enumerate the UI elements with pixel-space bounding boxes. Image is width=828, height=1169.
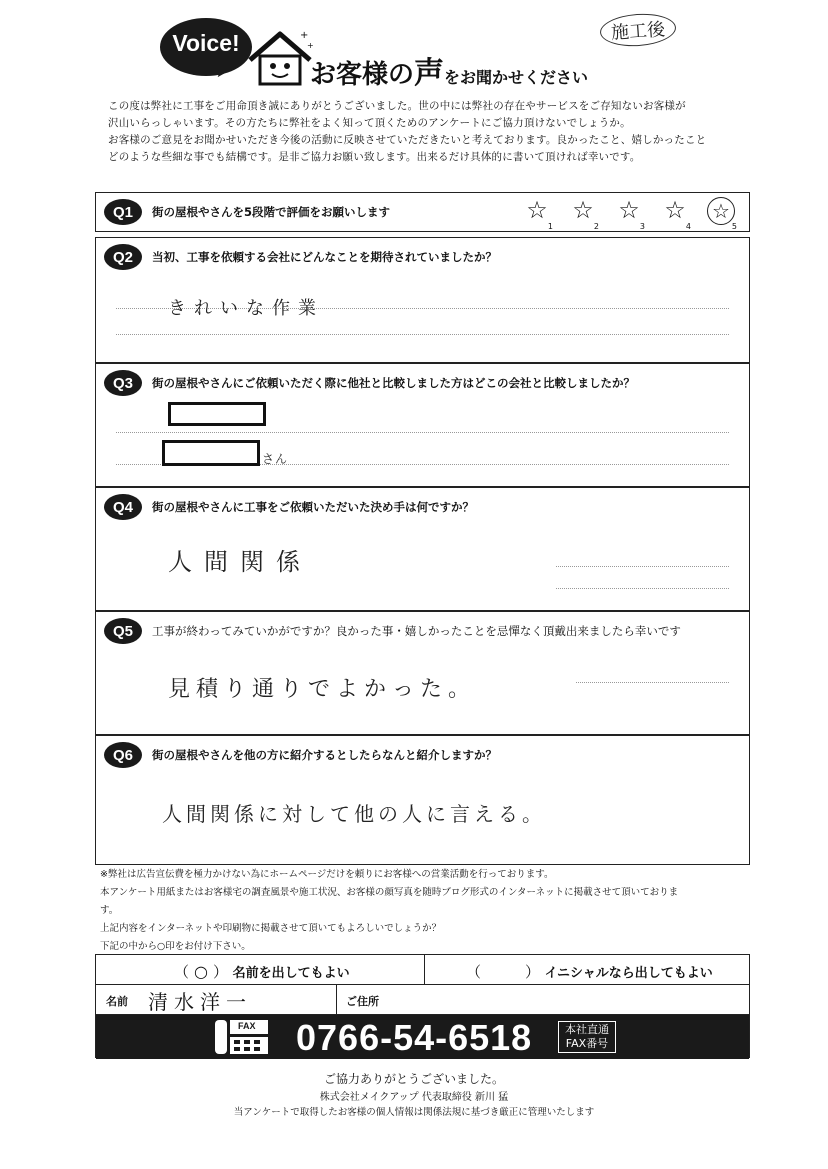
name-label: 名前 xyxy=(106,995,128,1008)
svg-text:+: + xyxy=(307,41,314,50)
star-icon: ☆ xyxy=(526,196,548,224)
star-rating-5[interactable]: ☆ 5 xyxy=(707,197,735,227)
option-mark-circle: ○ xyxy=(194,962,208,981)
question-badge: Q5 xyxy=(104,618,142,644)
answer-suffix: さん xyxy=(262,452,289,466)
footer-privacy: 当アンケートで取得したお客様の個人情報は関係法規に基づき厳正に管理いたします xyxy=(233,1107,595,1118)
star-rating-1[interactable]: ☆ 1 xyxy=(526,196,553,231)
star-icon: ☆ xyxy=(618,196,640,224)
question-badge: Q1 xyxy=(104,199,142,225)
question-5-box xyxy=(95,611,750,735)
star-icon: ☆ xyxy=(707,197,735,225)
voice-badge: Voice! xyxy=(172,30,240,56)
option-initials-ok[interactable]: （ ） イニシャルなら出してもよい xyxy=(466,963,713,981)
consent-notes: ※弊社は広告宣伝費を極力かけない為にホームページだけを頼りにお客様への営業活動を行っております。 本アンケート用紙またはお客様宅の調査風景や施工状況、お客様の顔写真を随時ブログ形式のインターネットに掲載させて頂いておりま す。 上記内容をインターネットや印刷物に掲載させて頂いてもよろしいでしょうか？ 下記の中から○印をお付け下さい。 xyxy=(100,869,679,952)
question-4-box xyxy=(95,487,750,611)
page-title: お客様の声をお聞かせください xyxy=(310,56,589,91)
fax-bar xyxy=(96,1015,749,1059)
question-badge: Q2 xyxy=(104,244,142,270)
survey-header xyxy=(160,10,720,95)
question-text: 街の屋根やさんを他の方に紹介するとしたらなんと紹介しますか？ xyxy=(152,748,497,762)
svg-text:+: + xyxy=(300,30,309,41)
question-2-box xyxy=(95,237,750,363)
name-address-row xyxy=(96,985,749,1015)
answer-text[interactable]: 人間関係に対して他の人に言える。 xyxy=(162,802,546,826)
question-text: 工事が終わってみていかがですか？良かった事・嬉しかったことを忌憚なく頂戴出来ましたら幸いです xyxy=(152,624,681,638)
fax-tag: 本社直通 FAX番号 xyxy=(558,1021,616,1053)
question-text: 街の屋根やさんを5段階で評価をお願いします xyxy=(152,205,390,219)
redacted-company-1 xyxy=(168,402,266,426)
rating-stars xyxy=(523,196,737,231)
star-rating-4[interactable]: ☆ 4 xyxy=(664,196,691,231)
publish-options-row xyxy=(96,955,749,985)
redacted-company-2 xyxy=(162,440,260,466)
question-1-box xyxy=(95,192,750,232)
answer-text[interactable]: きれいな作業 xyxy=(168,298,324,319)
question-3-box xyxy=(95,363,750,487)
fax-icon-label: FAX xyxy=(238,1021,256,1031)
question-badge: Q4 xyxy=(104,494,142,520)
address-label: ご住所 xyxy=(346,995,379,1008)
question-badge: Q3 xyxy=(104,370,142,396)
house-mascot-icon xyxy=(245,28,315,88)
question-text: 街の屋根やさんにご依頼いただく際に他社と比較しました方はどこの会社と比較しましたか？ xyxy=(152,376,635,390)
star-rating-2[interactable]: ☆ 2 xyxy=(572,196,599,231)
fax-number[interactable]: 0766-54-6518 xyxy=(296,1017,533,1058)
question-text: 街の屋根やさんに工事をご依頼いただいた決め手は何ですか？ xyxy=(152,500,474,514)
star-rating-3[interactable]: ☆ 3 xyxy=(618,196,645,231)
footer-company: 株式会社メイクアップ 代表取締役 新川 猛 xyxy=(319,1092,509,1103)
footer-thanks: ご協力ありがとうございました。 xyxy=(323,1072,504,1086)
question-text: 当初、工事を依頼する会社にどんなことを期待されていましたか？ xyxy=(152,250,497,264)
consent-form xyxy=(95,954,750,1058)
answer-text[interactable]: 人間関係 xyxy=(168,548,312,576)
name-field[interactable]: 清水洋一 xyxy=(148,990,252,1014)
question-6-box xyxy=(95,735,750,865)
intro-text: この度は弊社に工事をご用命頂き誠にありがとうございました。世の中には弊社の存在やサービスをご存知ないお客様が 沢山いらっしゃいます。その方たちに弊社をよく知って頂くためのアンケートにご協力頂けないでしょうか。 お客様のご意見をお聞かせいただき今後の活動に反映させていただきたいと考えております。良かったこと、嬉しかったこと どのような些細な事でも結構です。是非ご協力お願い致します。出来るだけ具体的に書いて頂ければ幸いです。 xyxy=(108,100,707,163)
address-field[interactable] xyxy=(396,987,736,1011)
option-name-ok[interactable]: （ ○ ） 名前を出してもよい xyxy=(174,962,350,981)
answer-text[interactable]: 見積り通りでよかった。 xyxy=(168,677,477,702)
star-icon: ☆ xyxy=(664,196,686,224)
question-badge: Q6 xyxy=(104,742,142,768)
handwritten-note: 施工後 xyxy=(599,11,677,48)
star-icon: ☆ xyxy=(572,196,594,224)
